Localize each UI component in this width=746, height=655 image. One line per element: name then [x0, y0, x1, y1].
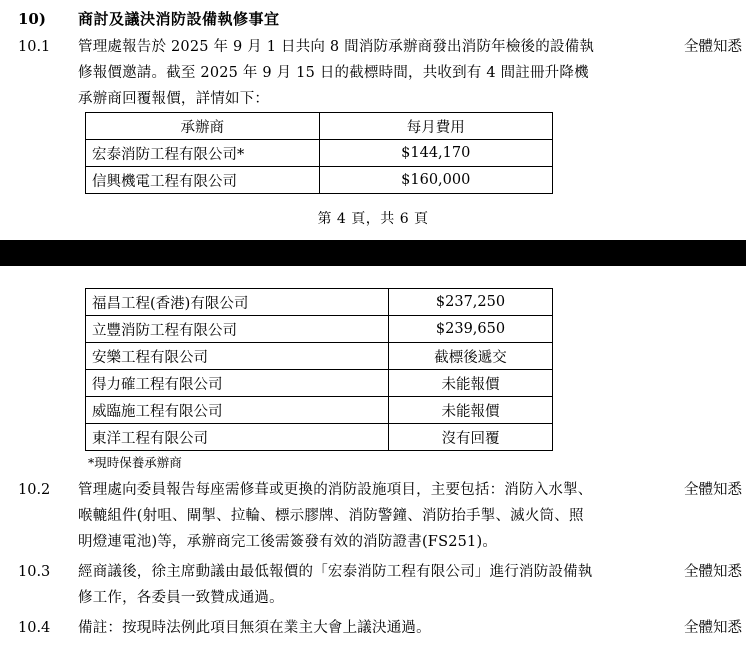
bid-table-top-wrapper: [0, 112, 746, 194]
clause-number: 10.1: [18, 39, 51, 55]
section-number: 10): [18, 10, 46, 28]
spacer: [0, 266, 746, 288]
cell-contractor: 福昌工程(香港)有限公司: [86, 289, 389, 316]
cell-amount: $160,000: [319, 167, 553, 194]
clause-note: 全體知悉: [684, 564, 742, 580]
cell-amount: $239,650: [389, 316, 553, 343]
cell-contractor: 信興機電工程有限公司: [86, 167, 320, 194]
column-header-contractor: 承辦商: [86, 113, 320, 140]
bid-table-bottom: [85, 288, 553, 451]
bid-table-bottom-wrapper: [0, 288, 746, 451]
cell-amount: $237,250: [389, 289, 553, 316]
page-footer: 第 4 頁，共 6 頁: [317, 211, 429, 227]
page-separator-band: [0, 240, 746, 266]
column-header-monthly-fee: 每月費用: [319, 113, 553, 140]
section-title: 商討及議決消防設備執修事宜: [78, 10, 280, 28]
clause-10-3: [0, 555, 746, 611]
table-row: [86, 397, 553, 424]
clause-text: 備註：按現時法例此項目無須在業主大會上議決通過。: [78, 620, 431, 636]
table-row: [86, 343, 553, 370]
cell-contractor: 東洋工程有限公司: [86, 424, 389, 451]
clause-10-1: [0, 30, 746, 112]
table-footnote: *現時保養承辦商: [88, 455, 182, 470]
cell-amount: 截標後遞交: [389, 343, 553, 370]
table-header-row: [86, 113, 553, 140]
clause-10-2: [0, 473, 746, 555]
clause-number: 10.3: [18, 564, 51, 580]
clause-text: 管理處報告於 2025 年 9 月 1 日共向 8 間消防承辦商發出消防年檢後的設備執修報價邀請。截至 2025 年 9 月 15 日的截標時間，共收到有 4 間註冊升降機承辦商回覆報價，詳情如下：: [78, 39, 595, 107]
clause-body: [78, 34, 746, 112]
section-heading: [0, 0, 746, 30]
table-row: [86, 167, 553, 194]
cell-amount: $144,170: [319, 140, 553, 167]
cell-contractor: 威臨施工程有限公司: [86, 397, 389, 424]
cell-contractor: 安樂工程有限公司: [86, 343, 389, 370]
table-row: [86, 370, 553, 397]
clause-body: [78, 615, 746, 641]
table-row: [86, 424, 553, 451]
cell-contractor: 宏泰消防工程有限公司*: [86, 140, 320, 167]
clause-10-4: [0, 611, 746, 641]
cell-amount: 沒有回覆: [389, 424, 553, 451]
clause-text: 經商議後，徐主席動議由最低報價的「宏泰消防工程有限公司」進行消防設備執修工作，各委員一致贊成通過。: [78, 564, 593, 606]
clause-number: 10.4: [18, 620, 51, 636]
table-row: [86, 316, 553, 343]
clause-note: 全體知悉: [684, 620, 742, 636]
clause-number: 10.2: [18, 482, 51, 498]
cell-contractor: 得力確工程有限公司: [86, 370, 389, 397]
clause-body: [78, 559, 746, 611]
cell-amount: 未能報價: [389, 370, 553, 397]
clause-note: 全體知悉: [684, 39, 742, 55]
table-row: [86, 289, 553, 316]
clause-body: [78, 477, 746, 555]
table-row: [86, 140, 553, 167]
cell-contractor: 立豐消防工程有限公司: [86, 316, 389, 343]
clause-text: 管理處向委員報告每座需修葺或更換的消防設施項目，主要包括：消防入水掣、喉轆組件(射咀、閘掣、拉輪、標示膠牌、消防警鐘、消防抬手掣、滅火筒、照明燈連電池)等，承辦商完工後需簽發有效的消防證書(FS251)。: [78, 482, 593, 550]
clause-note: 全體知悉: [684, 482, 742, 498]
bid-table-top: [85, 112, 553, 194]
cell-amount: 未能報價: [389, 397, 553, 424]
